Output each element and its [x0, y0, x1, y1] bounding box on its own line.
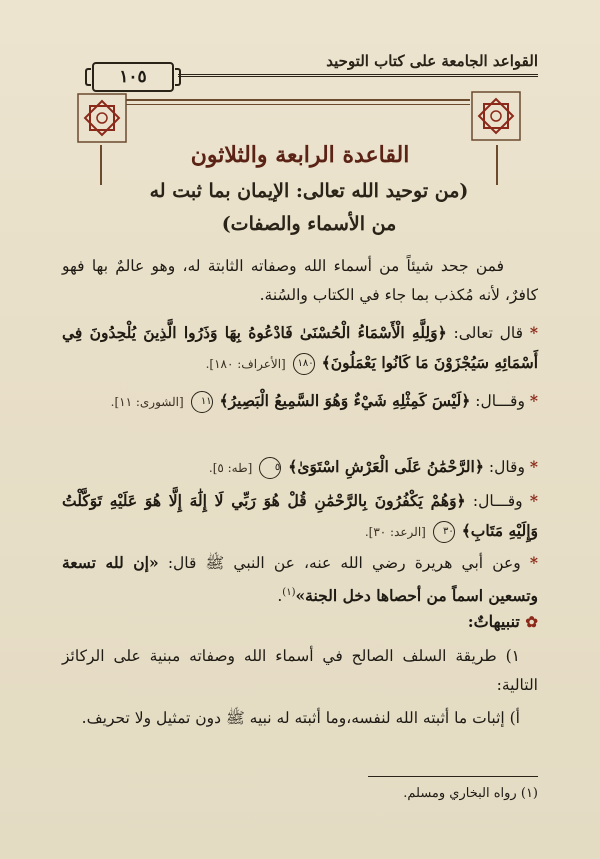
hadith-paragraph	[62, 548, 538, 611]
hadith-lead: وعن أبي هريرة رضي الله عنه، عن النبي ﷺ قال:	[167, 554, 521, 572]
hadith-end: .	[277, 587, 283, 606]
header-rule	[178, 74, 538, 77]
verse3-text: ﴿الرَّحْمَٰنُ عَلَى الْعَرْشِ اسْتَوَىٰ﴾	[288, 457, 484, 476]
title-frame-border	[126, 99, 470, 101]
chapter-subtitle-line2: من الأسماء والصفات)	[221, 213, 397, 235]
notes-heading	[468, 612, 538, 631]
verse-paragraph-2	[62, 386, 538, 417]
note-1a-text: أ) إثبات ما أثبته الله لنفسه،وما أثبته له نبيه ﷺ دون تمثيل ولا تحريف.	[81, 709, 520, 727]
verse1-lead: قال تعالى:	[453, 324, 524, 342]
notes-heading-label: تنبيهاتٌ:	[467, 612, 520, 631]
note-1	[62, 642, 538, 700]
verse-paragraph-4	[62, 486, 538, 547]
verse1-number: ١٨٠	[293, 353, 315, 375]
chapter-subtitle-line1: (من توحيد الله تعالى: الإيمان بما ثبت له	[149, 180, 469, 202]
star-ornament-icon	[76, 92, 128, 144]
verse3-lead: وقال:	[488, 458, 525, 476]
verse-paragraph-3	[62, 452, 538, 483]
note-1a	[62, 704, 538, 733]
bullet-marker: *	[529, 457, 538, 476]
verse4-text: ﴿وَهُمْ يَكْفُرُونَ بِالرَّحْمَٰنِ قُلْ هُوَ رَبِّي لَا إِلَٰهَ إِلَّا هُوَ عَلَيْهِ تَوَكَّلْتُ وَإِلَيْهِ مَتَابِ﴾	[62, 491, 538, 540]
footnote-rule	[368, 776, 538, 777]
verse2-lead: وقـــال:	[475, 392, 525, 410]
verse2-number: ١١	[191, 391, 213, 413]
verse4-reference: [الرعد: ٣٠].	[364, 525, 426, 539]
hadith-footnote-mark: (١)	[282, 587, 296, 598]
verse1-reference: [الأعراف: ١٨٠].	[205, 357, 286, 371]
footnote-1	[403, 786, 538, 801]
hadith-text: «إن لله تسعة وتسعين اسماً من أحصاها دخل الجنة»	[62, 553, 538, 606]
page-number: ١٠٥	[92, 62, 174, 92]
verse3-reference: [طه: ٥].	[208, 461, 253, 475]
flower-icon: ✿	[525, 613, 538, 631]
bullet-marker: *	[529, 391, 538, 410]
footnote-mark: (١)	[520, 786, 538, 801]
bullet-marker: *	[529, 323, 538, 342]
note-1-text: ١) طريقة السلف الصالح في أسماء الله وصفاته مبنية على الركائز التالية:	[62, 647, 538, 694]
verse4-lead: وقـــال:	[472, 492, 523, 510]
verse1-text: ﴿وَلِلَّهِ الْأَسْمَاءُ الْحُسْنَىٰ فَادْعُوهُ بِهَا وَذَرُوا الَّذِينَ يُلْحِدُونَ فِي أَسْمَائِهِ سَيُجْزَوْنَ مَا كَانُوا يَعْمَلُونَ﴾	[62, 323, 538, 372]
chapter-title: القاعدة الرابعة والثلاثون	[190, 142, 410, 168]
bullet-marker: *	[529, 491, 538, 510]
verse2-text: ﴿لَيْسَ كَمِثْلِهِ شَيْءٌ وَهُوَ السَّمِيعُ الْبَصِيرُ﴾	[219, 391, 471, 410]
bullet-marker: *	[529, 553, 538, 572]
star-ornament-icon	[470, 90, 522, 142]
verse3-number: ٥	[259, 457, 281, 479]
verse2-reference: [الشورى: ١١].	[110, 395, 184, 409]
intro-text: فمن جحد شيئاً من أسماء الله وصفاته الثابتة له، وهو عالمٌ بها فهو كافرٌ، لأنه مُكذب بما جاء في الكتاب والسُنة.	[62, 257, 538, 304]
verse4-number: ٣٠	[433, 521, 455, 543]
verse-paragraph-1	[62, 318, 538, 379]
intro-paragraph	[62, 252, 538, 310]
footnote-text: رواه البخاري ومسلم.	[403, 786, 517, 801]
running-header: القواعد الجامعة على كتاب التوحيد	[326, 52, 538, 70]
